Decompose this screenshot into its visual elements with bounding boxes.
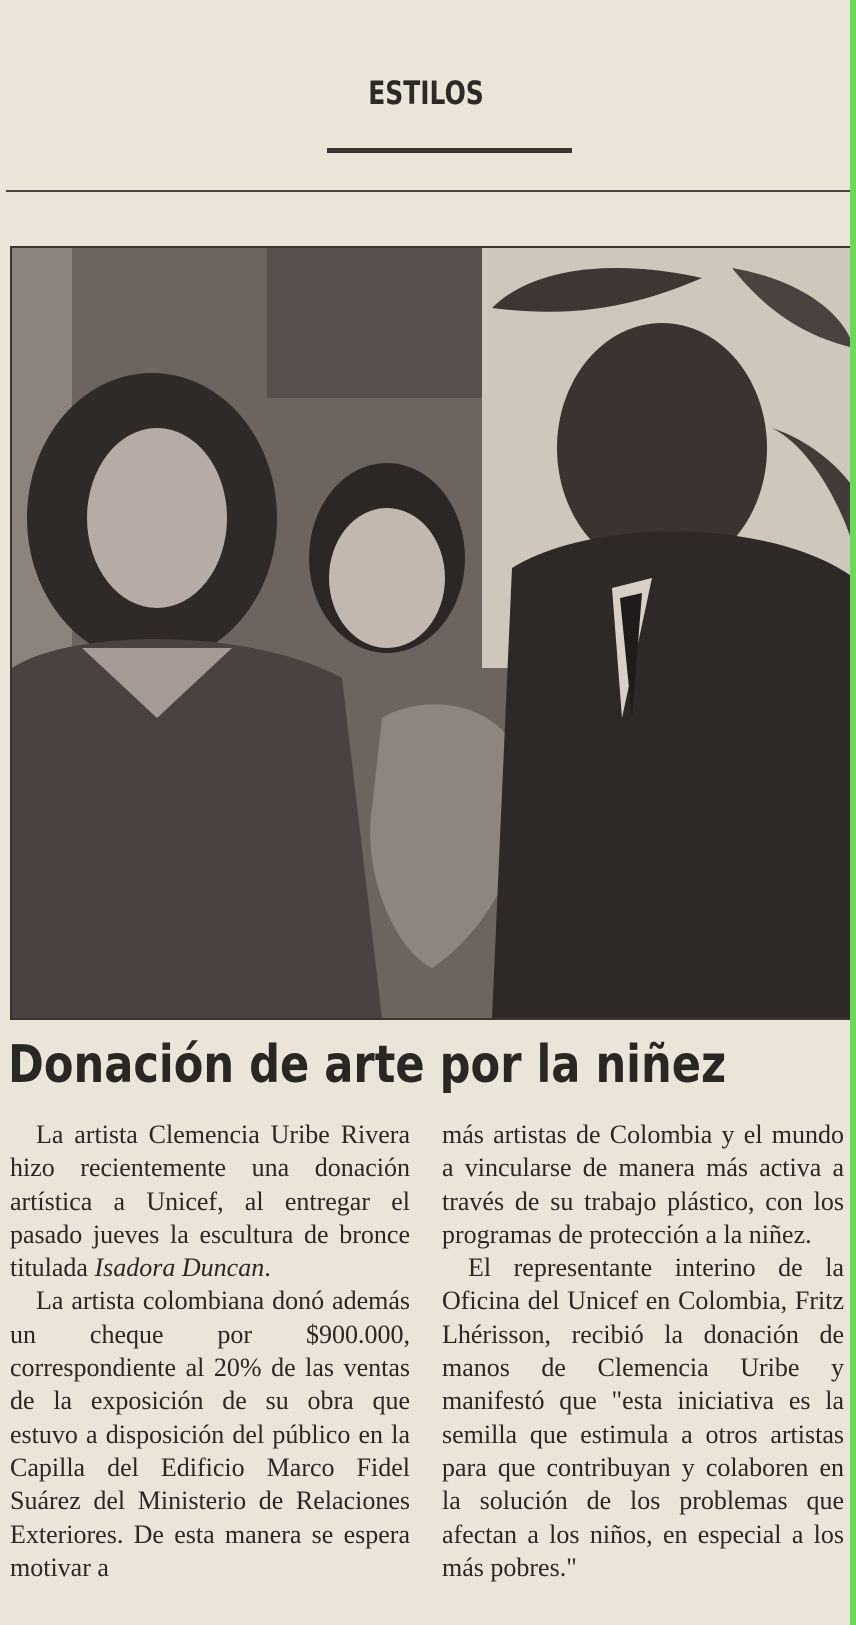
paragraph-text: . xyxy=(264,1253,271,1283)
article-paragraph: más artistas de Colombia y el mundo a vincularse de manera más activa a través de su trabajo plástico, con los programas de protección a la niñez. xyxy=(442,1120,844,1249)
paragraph-text: La artista Clemencia Uribe Rivera hizo recientemente una donación artística a Unicef, al entregar el pasado jueves la escultura de bronce titulada xyxy=(10,1120,410,1283)
article-paragraph: El representante interino de la Oficina del Unicef en Colombia, Fritz Lhérisson, recibió la donación de manos de Clemencia Uribe y manifestó que "esta iniciativa es la semilla que estimula a otros artistas para que contribuyan y colaboren en la solución de los problemas que afectan a los niños, en especial a los más pobres." xyxy=(442,1253,844,1582)
man-suit xyxy=(492,532,854,1018)
woman-face xyxy=(87,428,227,608)
article-headline: Donación de arte por la niñez xyxy=(8,1035,727,1095)
article-photo xyxy=(10,246,856,1020)
article-column-left xyxy=(10,1118,410,1584)
article-paragraph xyxy=(10,1118,410,1284)
photo-illustration xyxy=(12,248,854,1018)
section-label: ESTILOS xyxy=(368,74,484,112)
sculpture-title: Isadora Duncan xyxy=(94,1253,265,1283)
article-paragraph: La artista colombiana donó además un cheque por $900.000, correspondiente al 20% de las ventas de la exposición de su obra que estuvo a disposición del público en la Capilla del Edificio Marco Fidel Suárez del Ministerio de Relaciones Exteriores. De esta manera se espera motivar a xyxy=(10,1286,410,1582)
article-column-right xyxy=(442,1118,844,1584)
child-face xyxy=(329,508,445,648)
section-rule xyxy=(327,148,572,153)
background-painting xyxy=(267,248,482,398)
scan-edge xyxy=(850,0,856,1625)
top-divider xyxy=(6,190,852,192)
woman-dress xyxy=(12,639,382,1018)
